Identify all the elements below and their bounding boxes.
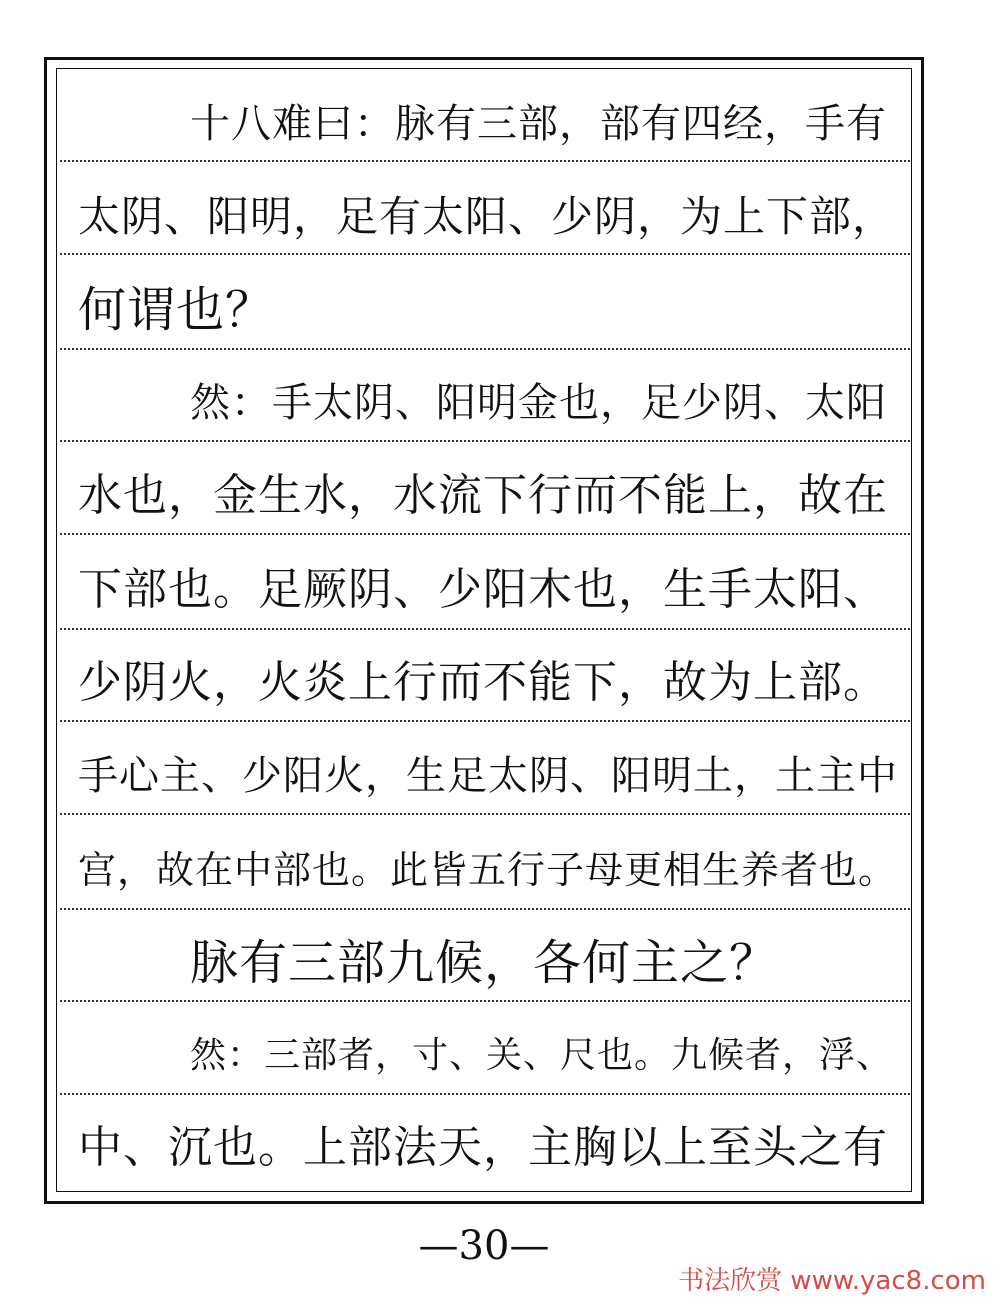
text-line-3: 何谓也？ (78, 282, 275, 338)
text-line-7: 少阴火，火炎上行而不能下，故为上部。 (78, 657, 888, 708)
text-line-9: 宫，故在中部也。此皆五行子母更相生养者也。 (78, 848, 898, 892)
text-line-11: 然：三部者，寸、关、尺也。九候者，浮、 (190, 1035, 894, 1076)
text-line-5: 水也，金生水，水流下行而不能上，故在 (78, 470, 888, 521)
text-line-10: 脉有三部九候，各何主之？ (190, 935, 779, 991)
text-line-1: 十八难曰：脉有三部，部有四经，手有 (190, 101, 887, 147)
text-line-12: 中、沉也。上部法天，主胸以上至头之有 (78, 1122, 888, 1173)
text-line-2: 太阴、阳明，足有太阳、少阴，为上下部， (78, 192, 896, 241)
text-line-6: 下部也。足厥阴、少阳木也，生手太阳、 (78, 564, 888, 615)
watermark: 书法欣赏 www.yac8.com (678, 1266, 986, 1296)
page-number: —30— (418, 1223, 550, 1269)
text-line-4: 然：手太阴、阳明金也，足少阴、太阳 (190, 380, 887, 426)
text-line-8: 手心主、少阳火，生足太阴、阳明土，土主中 (78, 753, 898, 799)
